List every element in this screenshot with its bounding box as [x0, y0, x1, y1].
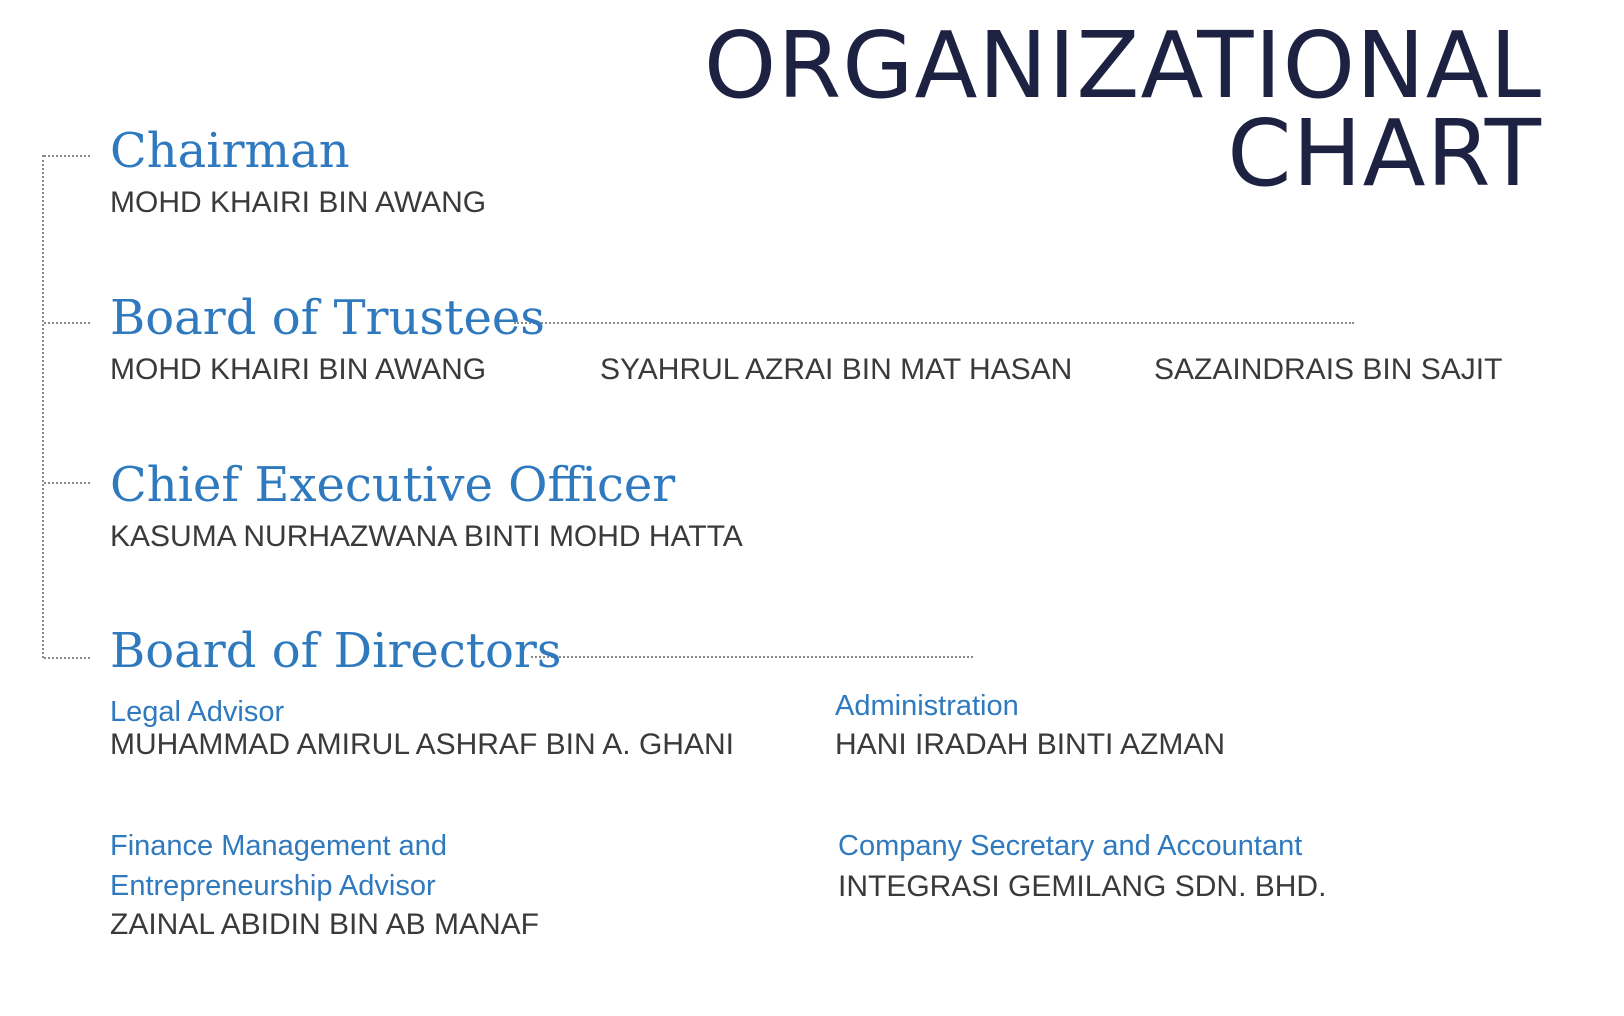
director-role: Legal Advisor	[110, 696, 285, 728]
chairman-heading: Chairman	[110, 123, 350, 179]
ceo-heading: Chief Executive Officer	[110, 457, 676, 513]
hierarchy-connector-vertical	[42, 155, 44, 658]
page-title-line-1: ORGANIZATIONAL	[703, 12, 1542, 119]
page-title-line-2: CHART	[1227, 100, 1542, 207]
directors-dotted-rule	[531, 656, 973, 658]
trustee-name: SAZAINDRAIS BIN SAJIT	[1154, 353, 1503, 386]
trustees-connector	[44, 322, 90, 324]
director-role-line-2: Entrepreneurship Advisor	[110, 870, 436, 902]
trustee-name: SYAHRUL AZRAI BIN MAT HASAN	[600, 353, 1073, 386]
chairman-connector	[44, 155, 90, 157]
director-role: Administration	[835, 690, 1019, 722]
ceo-name: KASUMA NURHAZWANA BINTI MOHD HATTA	[110, 520, 743, 553]
director-role-line-1: Finance Management and	[110, 830, 447, 862]
director-name: ZAINAL ABIDIN BIN AB MANAF	[110, 908, 539, 941]
director-name: HANI IRADAH BINTI AZMAN	[835, 728, 1226, 761]
page-title	[703, 12, 1542, 207]
director-name: MUHAMMAD AMIRUL ASHRAF BIN A. GHANI	[110, 728, 734, 761]
directors-connector	[44, 657, 90, 659]
ceo-connector	[44, 482, 90, 484]
director-role: Company Secretary and Accountant	[838, 830, 1303, 862]
trustees-dotted-rule	[514, 322, 1354, 324]
trustee-name: MOHD KHAIRI BIN AWANG	[110, 353, 487, 386]
director-name: INTEGRASI GEMILANG SDN. BHD.	[838, 870, 1327, 903]
trustees-heading: Board of Trustees	[110, 290, 545, 346]
chairman-name: MOHD KHAIRI BIN AWANG	[110, 186, 487, 219]
directors-heading: Board of Directors	[110, 623, 562, 679]
